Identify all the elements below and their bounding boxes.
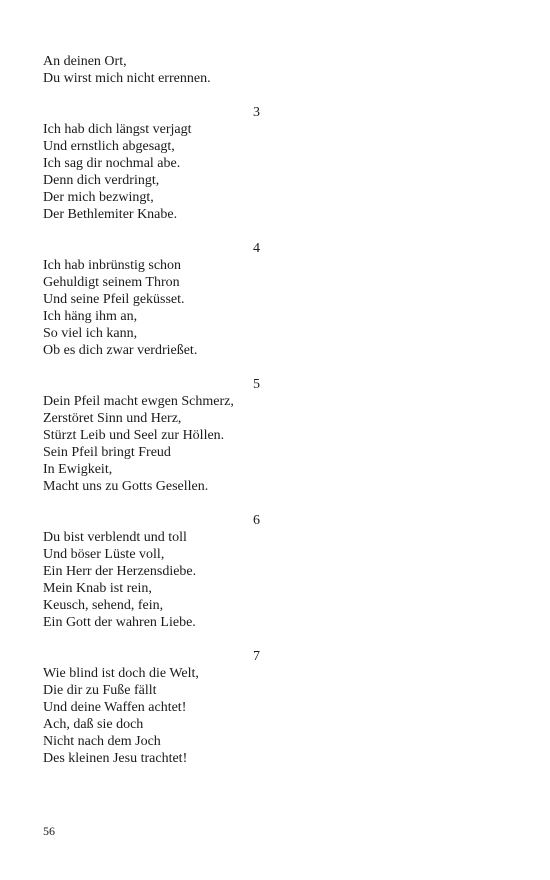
verse-line: Gehuldigt seinem Thron [43, 275, 180, 290]
verse-line: Ich häng ihm an, [43, 309, 138, 324]
verse-line: Der Bethlemiter Knabe. [43, 207, 178, 222]
verse-line: Ich hab inbrünstig schon [43, 258, 182, 273]
stanza-5 [43, 376, 260, 495]
stanza-number: 5 [253, 377, 260, 392]
verse-line: Du bist verblendt und toll [43, 530, 187, 545]
stanza-3 [43, 104, 260, 223]
verse-line: Mein Knab ist rein, [43, 581, 152, 596]
stanza-6 [43, 512, 260, 631]
verse-line: Und deine Waffen achtet! [43, 700, 187, 715]
verse-line: So viel ich kann, [43, 326, 138, 341]
verse-line: Ein Gott der wahren Liebe. [43, 615, 196, 630]
verse-line: Stürzt Leib und Seel zur Höllen. [43, 428, 225, 443]
stanza-number: 6 [253, 513, 260, 528]
verse-line: Ach, daß sie doch [43, 717, 144, 732]
verse-line: Ob es dich zwar verdrießet. [43, 343, 198, 358]
verse-line: Denn dich verdringt, [43, 173, 160, 188]
verse-line: Ein Herr der Herzensdiebe. [43, 564, 197, 579]
verse-line: Dein Pfeil macht ewgen Schmerz, [43, 394, 234, 409]
verse-line: Des kleinen Jesu trachtet! [43, 751, 188, 766]
verse-line: Wie blind ist doch die Welt, [43, 666, 199, 681]
verse-line: Keusch, sehend, fein, [43, 598, 164, 613]
verse-line: Du wirst mich nicht errennen. [43, 71, 211, 86]
verse-line: In Ewigkeit, [43, 462, 113, 477]
verse-line: Der mich bezwingt, [43, 190, 154, 205]
poem-body [43, 53, 260, 784]
stanza-intro [43, 53, 260, 87]
stanza-number: 4 [253, 241, 260, 256]
verse-line: Sein Pfeil bringt Freud [43, 445, 171, 460]
verse-line: Ich sag dir nochmal abe. [43, 156, 181, 171]
page-number: 56 [43, 824, 55, 838]
verse-line: Macht uns zu Gotts Gesellen. [43, 479, 209, 494]
stanza-7 [43, 648, 260, 767]
verse-line: Und seine Pfeil geküsset. [43, 292, 185, 307]
stanza-number: 7 [253, 649, 260, 664]
verse-line: Die dir zu Fuße fällt [43, 683, 157, 698]
stanza-4 [43, 240, 260, 359]
verse-line: An deinen Ort, [43, 54, 127, 69]
verse-line: Und ernstlich abgesagt, [43, 139, 175, 154]
verse-line: Zerstöret Sinn und Herz, [43, 411, 182, 426]
verse-line: Nicht nach dem Joch [43, 734, 161, 749]
stanza-number: 3 [253, 105, 260, 120]
verse-line: Ich hab dich längst verjagt [43, 122, 192, 137]
verse-line: Und böser Lüste voll, [43, 547, 165, 562]
